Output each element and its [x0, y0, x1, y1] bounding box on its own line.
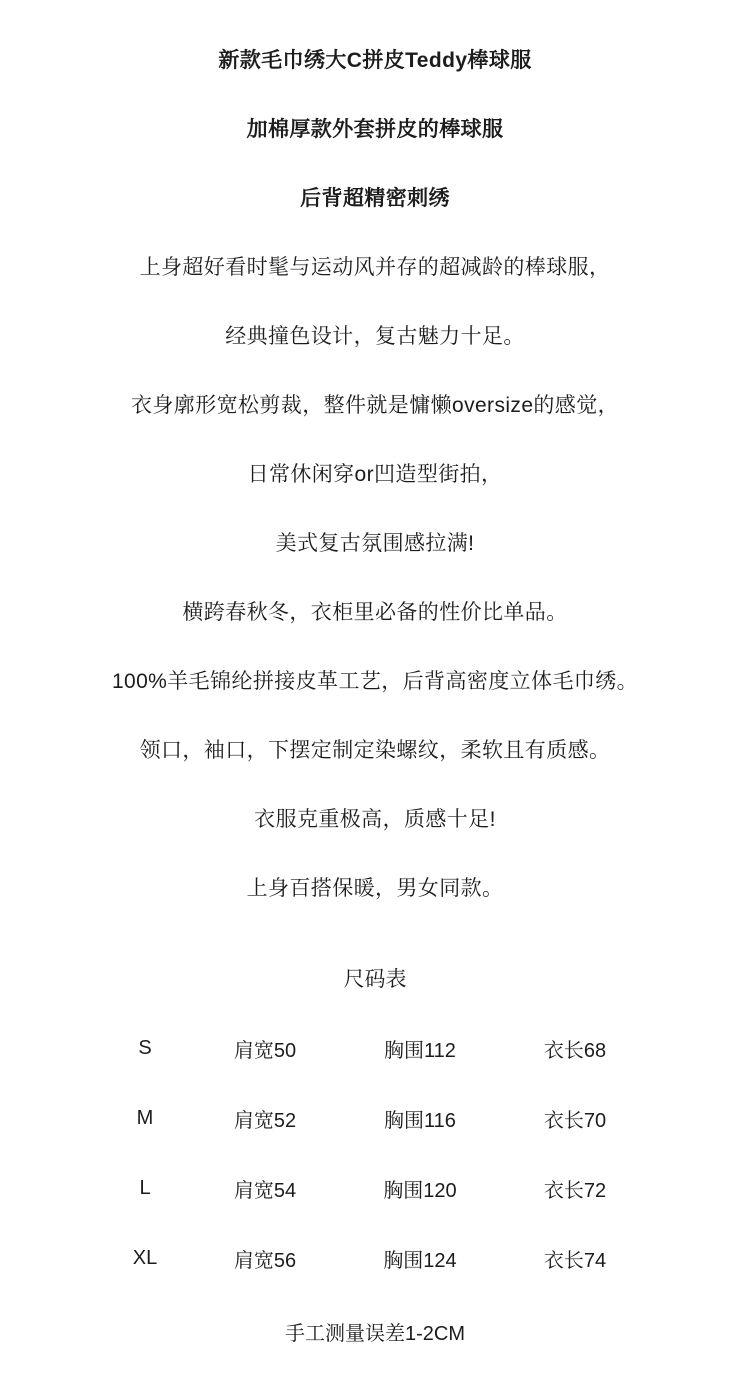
description-line: 日常休闲穿or凹造型街拍，	[247, 463, 503, 486]
description-line: 横跨春秋冬，衣柜里必备的性价比单品。	[182, 601, 568, 624]
measurement-note: 手工测量误差1-2CM	[284, 1322, 465, 1345]
table-row	[95, 1223, 655, 1293]
length-value: 衣长72	[543, 1179, 607, 1202]
product-description	[0, 26, 750, 923]
description-line: 加棉厚款外套拼皮的棒球服	[246, 118, 504, 141]
table-row	[95, 1013, 655, 1083]
length-value: 衣长74	[543, 1249, 607, 1272]
chest-value: 胸围112	[384, 1039, 456, 1062]
size-chart-title: 尺码表	[343, 968, 407, 991]
size-label: M	[136, 1106, 154, 1129]
description-line: 美式复古氛围感拉满!	[275, 532, 475, 555]
length-value: 衣长68	[543, 1039, 607, 1062]
shoulder-value: 肩宽54	[233, 1179, 297, 1202]
description-line: 上身超好看时髦与运动风并存的超减龄的棒球服，	[139, 256, 611, 279]
description-line: 新款毛巾绣大C拼皮Teddy棒球服	[218, 49, 532, 72]
shoulder-value: 肩宽56	[233, 1249, 297, 1272]
size-label: L	[139, 1176, 151, 1199]
description-line: 经典撞色设计，复古魅力十足。	[225, 325, 525, 348]
size-label: XL	[132, 1246, 158, 1269]
description-line: 后背超精密刺绣	[300, 187, 450, 210]
description-line: 衣身廓形宽松剪裁，整件就是慵懒oversize的感觉，	[131, 394, 619, 417]
description-line: 领口，袖口，下摆定制定染螺纹，柔软且有质感。	[139, 739, 611, 762]
table-row	[95, 1153, 655, 1223]
description-line: 100%羊毛锦纶拼接皮革工艺，后背高密度立体毛巾绣。	[111, 670, 639, 693]
chest-value: 胸围120	[383, 1179, 457, 1202]
table-row	[95, 1083, 655, 1153]
description-line: 上身百搭保暖，男女同款。	[246, 877, 504, 900]
shoulder-value: 肩宽52	[233, 1109, 297, 1132]
description-line: 衣服克重极高，质感十足!	[254, 808, 496, 831]
chest-value: 胸围124	[383, 1249, 457, 1272]
size-chart-table	[0, 1013, 750, 1293]
length-value: 衣长70	[543, 1109, 607, 1132]
size-label: S	[138, 1036, 152, 1059]
shoulder-value: 肩宽50	[233, 1039, 297, 1062]
chest-value: 胸围116	[384, 1109, 456, 1132]
